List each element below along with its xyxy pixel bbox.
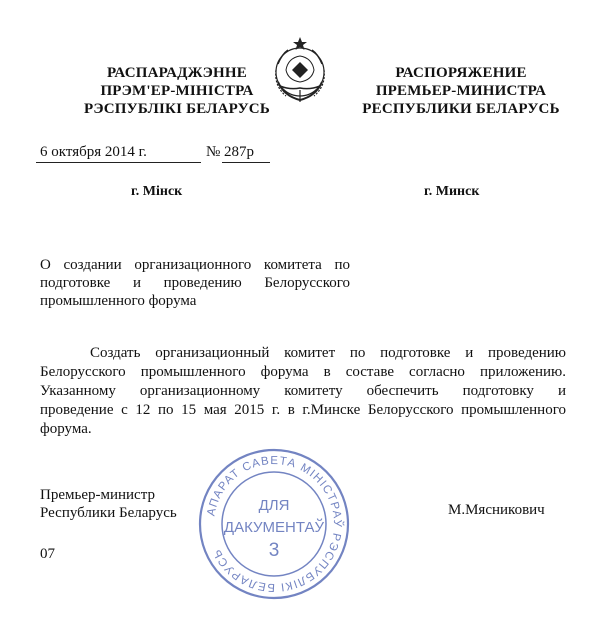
header-left-line-2: ПРЭМ'ЕР-МІНІСТРА	[100, 83, 254, 99]
document-code: 07	[40, 546, 55, 562]
signer-position-line-1: Премьер-министр	[40, 487, 155, 503]
document-body	[40, 344, 566, 439]
document-number: № 287р	[206, 144, 255, 160]
document-subject	[40, 256, 350, 310]
body-line-3: Указанному организационному комитету обеспечить подготовку и	[40, 383, 566, 399]
stamp-line-2: ДАКУМЕНТАЎ	[223, 519, 325, 536]
stamp-line-1: ДЛЯ	[258, 497, 290, 514]
signer-name: М.Мясникович	[448, 502, 545, 518]
subject-line-2: подготовке и проведению Белорусского	[40, 275, 350, 291]
coat-of-arms-icon	[266, 34, 334, 106]
body-line-4: проведение с 12 по 15 мая 2015 г. в г.Минске Белорусского промышленного	[40, 402, 566, 418]
subject-line-3: промышленного форума	[40, 293, 197, 309]
header-left-belarusian	[62, 64, 292, 118]
city-russian: г. Минск	[424, 184, 480, 199]
city-belarusian: г. Мінск	[131, 184, 183, 199]
header-right-russian	[346, 64, 576, 118]
date-underline	[36, 162, 201, 163]
header-right-line-3: РЕСПУБЛИКИ БЕЛАРУСЬ	[362, 101, 560, 117]
header-right-line-2: ПРЕМЬЕР-МИНИСТРА	[375, 83, 547, 99]
stamp-line-3: 3	[268, 540, 280, 561]
signer-position	[40, 486, 177, 522]
document-date: 6 октября 2014 г.	[40, 144, 147, 160]
official-stamp	[196, 446, 352, 602]
signer-position-line-2: Республики Беларусь	[40, 505, 177, 521]
stamp-ring-text: АПАРАТ САВЕТА МІНІСТРАЎ РЭСПУБЛІКІ БЕЛАРУСЬ	[205, 454, 344, 594]
body-line-2: Белорусского промышленного форума в составе согласно приложению.	[40, 364, 566, 380]
body-line-1: Создать организационный комитет по подготовке и проведению	[90, 345, 566, 361]
header-right-line-1: РАСПОРЯЖЕНИЕ	[395, 65, 527, 81]
subject-line-1: О создании организационного комитета по	[40, 257, 350, 273]
body-line-5: форума.	[40, 421, 92, 437]
header-left-line-3: РЭСПУБЛІКІ БЕЛАРУСЬ	[84, 101, 270, 117]
header-left-line-1: РАСПАРАДЖЭННЕ	[106, 65, 247, 81]
number-underline	[222, 162, 270, 163]
